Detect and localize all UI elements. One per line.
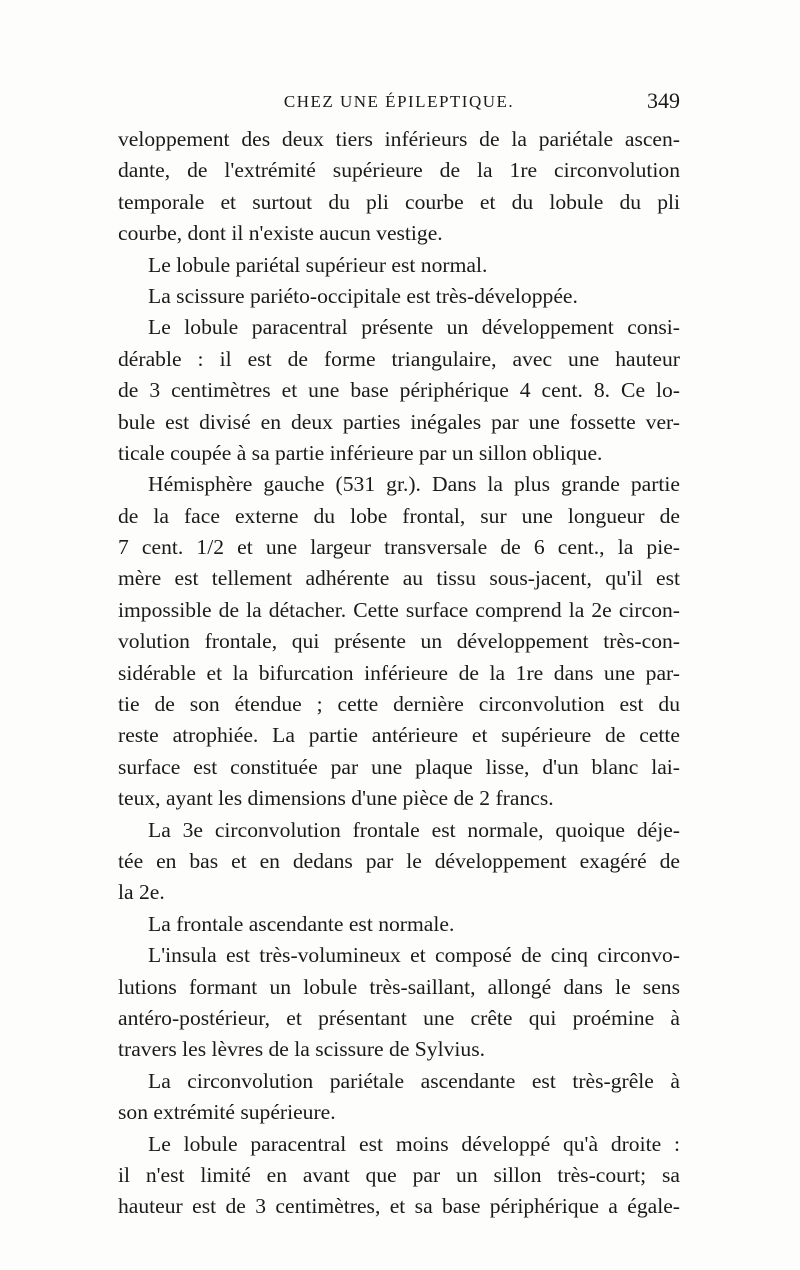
text-line: teux, ayant les dimensions d'une pièce de 2 francs. (118, 786, 554, 811)
text-line: mère est tellement adhérente au tissu sous-jacent, qu'il est (118, 566, 680, 591)
text-line: il n'est limité en avant que par un sillon très-court; sa (118, 1162, 680, 1187)
text-line: L'insula est très-volumineux et composé de cinq circonvo- (148, 943, 680, 968)
text-line: 7 cent. 1/2 et une largeur transversale de 6 cent., la pie- (118, 535, 680, 560)
text-line: dérable : il est de forme triangulaire, avec une hauteur (118, 346, 680, 371)
text-line: veloppement des deux tiers inférieurs de la pariétale ascen- (118, 127, 680, 151)
text-line: Le lobule pariétal supérieur est normal. (148, 252, 488, 277)
text-line: tie de son étendue ; cette dernière circonvolution est du (118, 692, 680, 717)
text-line: travers les lèvres de la scissure de Sylvius. (118, 1037, 485, 1062)
text-line: sidérable et la bifurcation inférieure de la 1re dans une par- (118, 660, 680, 685)
text-line: bule est divisé en deux parties inégales par une fossette ver- (118, 409, 680, 434)
text-line: de la face externe du lobe frontal, sur une longueur de (118, 503, 680, 528)
text-line: la 2e. (118, 880, 165, 905)
page-number: 349 (647, 88, 680, 113)
text-line: hauteur est de 3 centimètres, et sa base périphérique a égale- (118, 1194, 680, 1219)
text-line: temporale et surtout du pli courbe et du lobule du pli (118, 189, 680, 214)
text-line: lutions formant un lobule très-saillant, allongé dans le sens (118, 974, 680, 999)
text-line: Le lobule paracentral présente un développement consi- (148, 315, 680, 340)
running-head (118, 88, 680, 118)
text-line: volution frontale, qui présente un développement très-con- (118, 629, 680, 654)
text-line: dante, de l'extrémité supérieure de la 1re circonvolution (118, 158, 680, 183)
text-line: ticale coupée à sa partie inférieure par un sillon oblique. (118, 440, 603, 465)
text-line: Le lobule paracentral est moins développé qu'à droite : (148, 1131, 680, 1156)
text-line: impossible de la détacher. Cette surface comprend la 2e circon- (118, 597, 680, 622)
text-line: tée en bas et en dedans par le développement exagéré de (118, 848, 680, 873)
text-line: surface est constituée par une plaque lisse, d'un blanc lai- (118, 754, 680, 779)
running-head-title: CHEZ UNE ÉPILEPTIQUE. (283, 92, 515, 111)
text-line: de 3 centimètres et une base périphérique 4 cent. 8. Ce lo- (118, 378, 680, 403)
text-line: courbe, dont il n'existe aucun vestige. (118, 221, 443, 246)
text-line: son extrémité supérieure. (118, 1100, 336, 1125)
text-line: Hémisphère gauche (531 gr.). Dans la plus grande partie (148, 472, 680, 497)
body-text (118, 124, 680, 1223)
text-line: reste atrophiée. La partie antérieure et supérieure de cette (118, 723, 680, 748)
text-line: antéro-postérieur, et présentant une crête qui proémine à (118, 1005, 680, 1030)
text-line: La scissure pariéto-occipitale est très-développée. (148, 283, 578, 308)
text-line: La frontale ascendante est normale. (148, 911, 455, 936)
text-line: La 3e circonvolution frontale est normale, quoique déje- (148, 817, 680, 842)
text-line: La circonvolution pariétale ascendante est très-grêle à (148, 1068, 680, 1093)
